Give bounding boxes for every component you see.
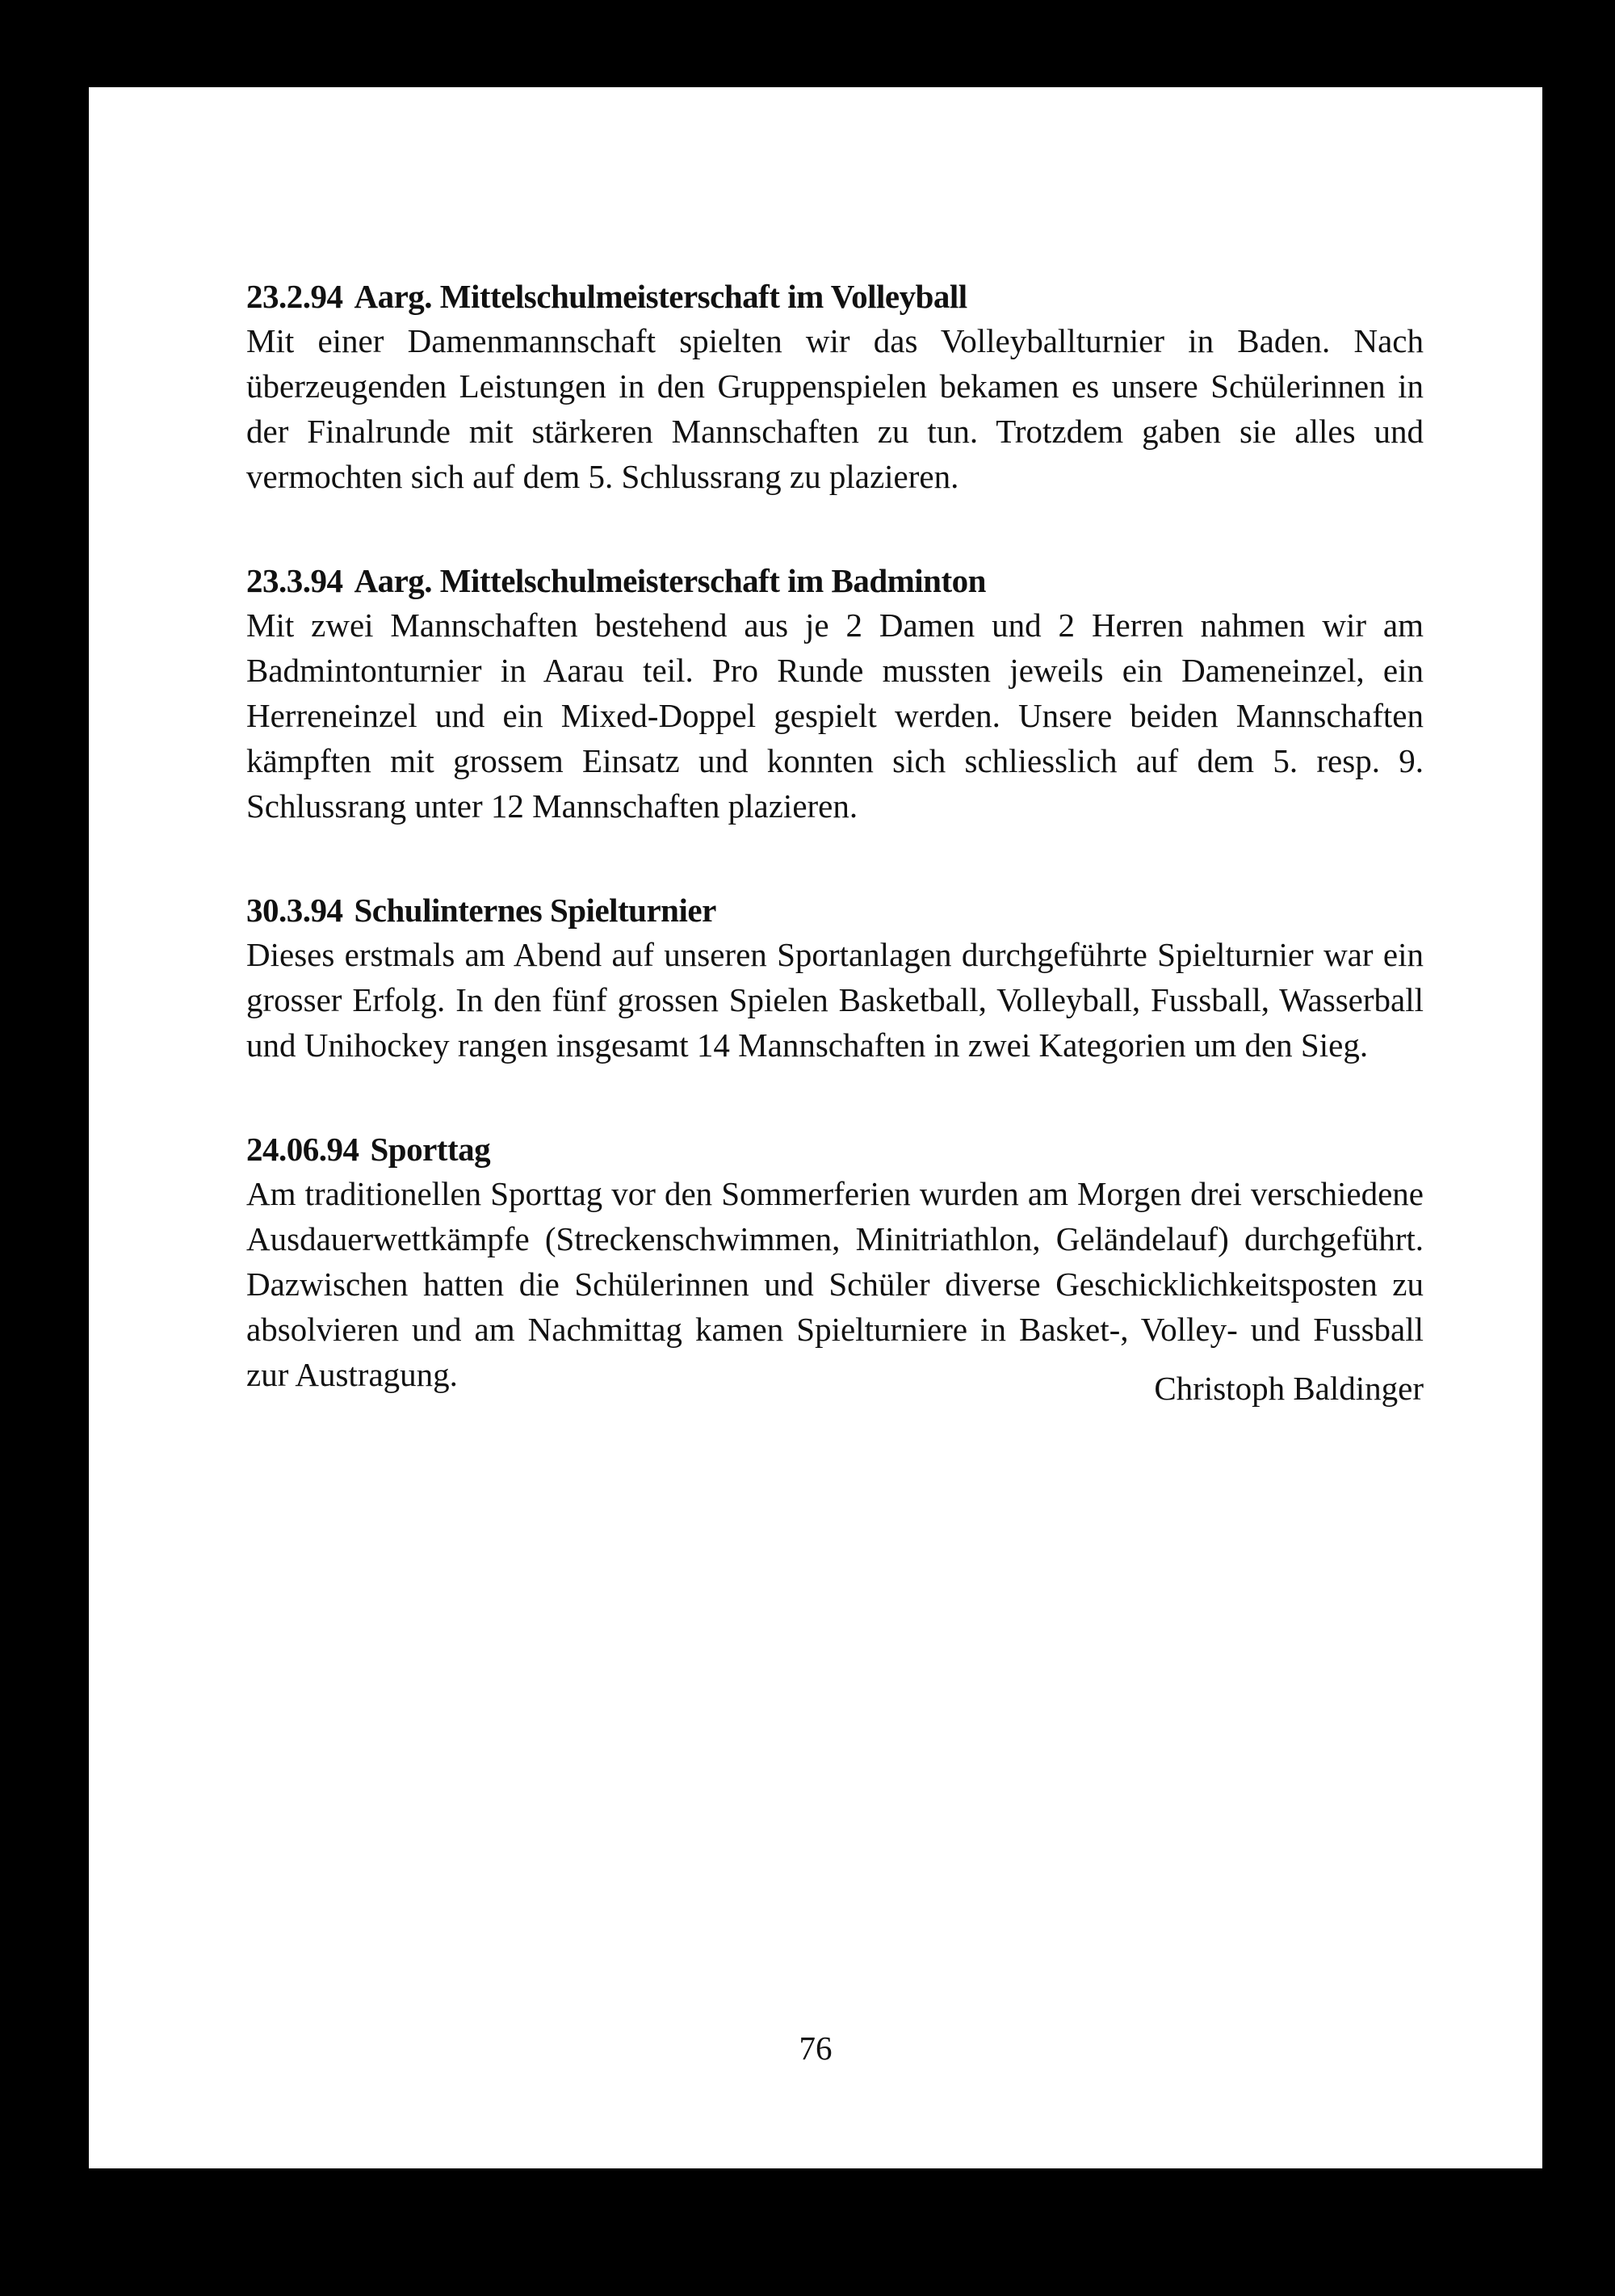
page-number: 76 [799,2029,833,2067]
section-text: Mit einer Damenmannschaft spielten wir das Volleyballturnier in Baden. Nach überzeugenden Leistungen in den Gruppenspielen bekamen es unsere Schülerinnen in der Finalrunde mit stärkeren Mannschaften zu tun. Trotzdem gaben sie alles und vermochten sich auf dem 5. Schlussrang zu plazieren. [246,322,1424,495]
section-text: Am traditionellen Sporttag vor den Sommerferien wurden am Morgen drei verschiedene Ausdauerwettkämpfe (Streckenschwimmen, Minitriathlon, Geländelauf) durchgeführt. Dazwischen hatten die Schülerinnen und Schüler diverse Geschicklichkeitsposten zu absolvieren und am Nachmittag kamen Spielturniere in Basket-, Volley- und Fussball zur Austragung. [246,1175,1424,1393]
section-badminton [246,559,1424,829]
document-page [89,87,1542,2168]
section-date: 23.3.94 [246,562,343,599]
author-signature: Christoph Baldinger [1154,1370,1424,1407]
section-heading [246,275,1424,318]
section-text: Mit zwei Mannschaften bestehend aus je 2 Damen und 2 Herren nahmen wir am Badmintonturnier in Aarau teil. Pro Runde mussten jeweils ein Dameneinzel, ein Herreneinzel und ein Mixed-Doppel gespielt werden. Unsere beiden Mannschaften kämpften mit grossem Einsatz und konnten sich schliesslich auf dem 5. resp. 9. Schlussrang unter 12 Mannschaften plazieren. [246,607,1424,825]
section-date: 23.2.94 [246,278,343,315]
section-date: 24.06.94 [246,1131,359,1168]
section-title: Schulinternes Spielturnier [354,892,716,929]
section-title: Aarg. Mittelschulmeisterschaft im Badminton [354,562,986,599]
section-title: Aarg. Mittelschulmeisterschaft im Volleyball [354,278,967,315]
section-heading [246,559,1424,602]
section-heading [246,888,1424,932]
section-title: Sporttag [370,1131,491,1168]
section-sporttag [246,1127,1424,1397]
section-date: 30.3.94 [246,892,343,929]
section-heading [246,1127,1424,1171]
section-text: Dieses erstmals am Abend auf unseren Sportanlagen durchgeführte Spielturnier war ein grosser Erfolg. In den fünf grossen Spielen Basketball, Volleyball, Fussball, Wasserball und Unihockey rangen insgesamt 14 Mannschaften in zwei Kategorien um den Sieg. [246,936,1424,1064]
section-spielturnier [246,888,1424,1068]
section-volleyball [246,275,1424,499]
article-body [246,275,1424,1457]
